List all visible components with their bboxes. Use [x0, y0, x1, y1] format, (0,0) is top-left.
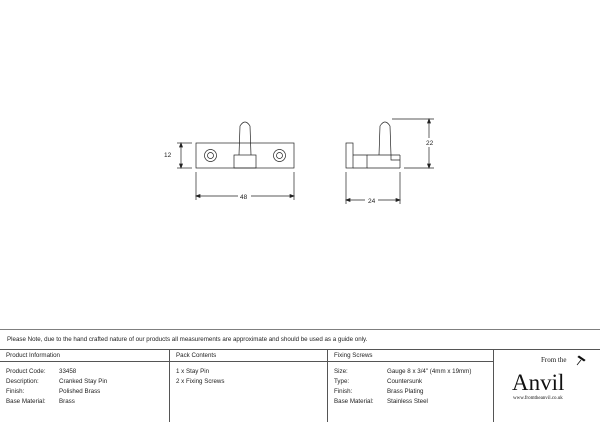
- screw-type-row: [328, 377, 493, 387]
- row-label: Type:: [334, 378, 350, 385]
- screw-size-row: [328, 367, 493, 377]
- row-label: Base Material:: [334, 398, 374, 405]
- right-screw-hole: [274, 150, 286, 162]
- logo-area-border: [494, 349, 600, 350]
- row-value: Polished Brass: [59, 388, 101, 395]
- row-value: Brass: [59, 398, 75, 405]
- row-label: Product Code:: [6, 368, 46, 375]
- row-label: Finish:: [334, 388, 353, 395]
- row-label: Description:: [6, 378, 39, 385]
- left-screw-hole: [205, 150, 217, 162]
- front-width-label: 48: [240, 194, 248, 201]
- row-label: Finish:: [6, 388, 25, 395]
- side-pin-body: [353, 155, 367, 168]
- row-value: Brass Plating: [387, 388, 424, 395]
- base-material-row: [0, 397, 169, 407]
- row-value: Countersunk: [387, 378, 423, 385]
- pack-item: 1 x Stay Pin: [176, 368, 210, 375]
- row-label: Base Material:: [6, 398, 46, 405]
- product-information-panel: [0, 349, 170, 422]
- pack-item: 2 x Fixing Screws: [176, 378, 225, 385]
- front-height-label: 12: [164, 152, 172, 159]
- pack-contents-panel: [170, 349, 328, 422]
- row-value: Stainless Steel: [387, 398, 428, 405]
- product-information-heading: Product Information: [0, 350, 169, 362]
- pack-contents-heading: Pack Contents: [170, 350, 327, 362]
- svg-text:From the: From the: [541, 356, 567, 364]
- front-base-plate: [196, 143, 294, 168]
- from-the-anvil-logo: [497, 352, 593, 418]
- description-row: [0, 377, 169, 387]
- front-pin: [239, 122, 251, 155]
- website-url: www.fromtheanvil.co.uk: [513, 396, 563, 401]
- row-value: Cranked Stay Pin: [59, 378, 108, 385]
- row-label: Size:: [334, 368, 348, 375]
- pin-collar: [234, 155, 256, 168]
- measurement-note: Please Note, due to the hand crafted nature of our products all measurements are approximate and should be used as a guide only.: [7, 336, 368, 343]
- finish-row: [0, 387, 169, 397]
- anvil-brand-text: Anvil: [512, 370, 565, 395]
- fixing-screws-heading: Fixing Screws: [328, 350, 493, 362]
- screw-finish-row: [328, 387, 493, 397]
- side-base-plate: [346, 143, 353, 168]
- product-code-row: [0, 367, 169, 377]
- side-height-label: 22: [426, 140, 434, 147]
- row-value: 33458: [59, 368, 77, 375]
- row-value: Gauge 8 x 3/4" (4mm x 19mm): [387, 368, 472, 375]
- side-width-label: 24: [368, 198, 376, 205]
- screw-base-material-row: [328, 397, 493, 407]
- fixing-screws-panel: [328, 349, 494, 422]
